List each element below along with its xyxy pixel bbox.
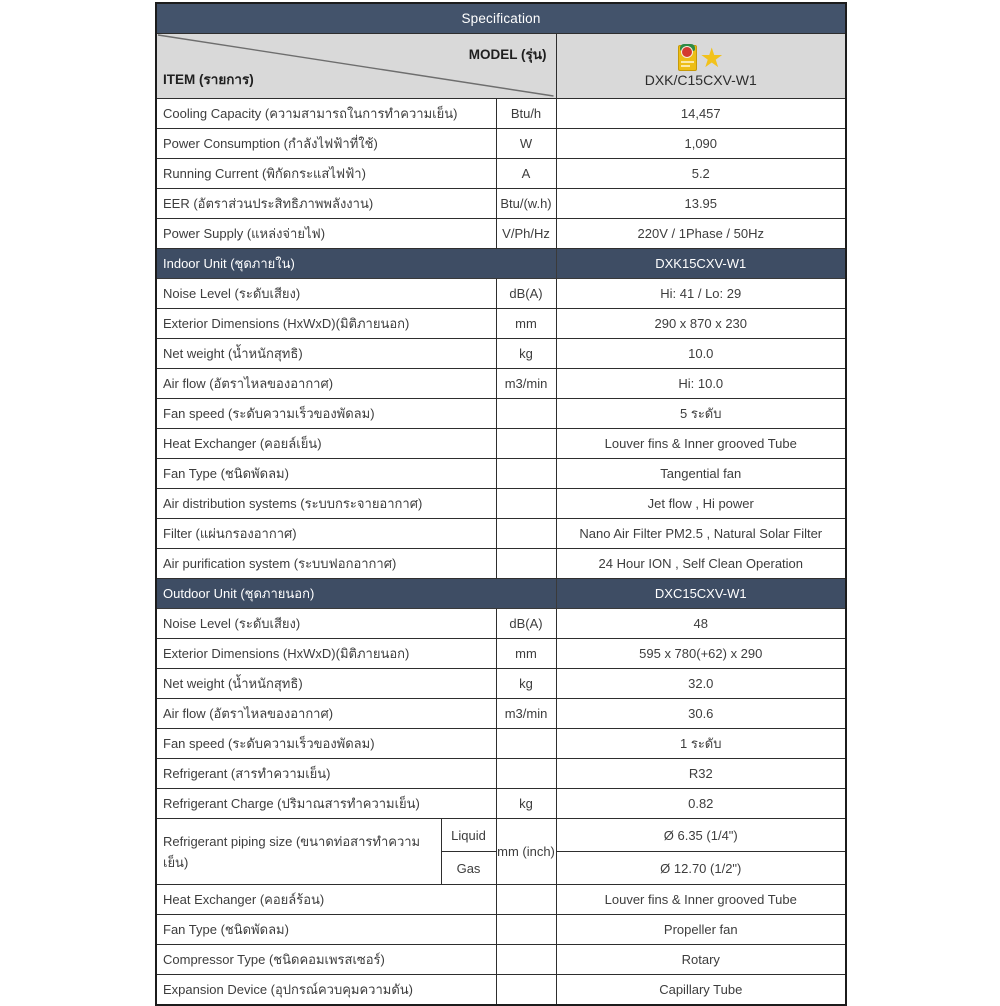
row-unit xyxy=(496,459,556,489)
row-unit: kg xyxy=(496,669,556,699)
row-unit: W xyxy=(496,129,556,159)
row-unit: kg xyxy=(496,339,556,369)
section-row xyxy=(156,579,846,609)
title-bar xyxy=(156,3,846,34)
row-value: Hi: 41 / Lo: 29 xyxy=(556,279,846,309)
row-unit: mm xyxy=(496,309,556,339)
row-label: Noise Level (ระดับเสียง) xyxy=(156,609,496,639)
spec-row xyxy=(156,789,846,819)
row-label: Noise Level (ระดับเสียง) xyxy=(156,279,496,309)
row-label: Exterior Dimensions (HxWxD)(มิติภายนอก) xyxy=(156,639,496,669)
spec-row xyxy=(156,915,846,945)
spec-table xyxy=(155,2,847,1006)
row-label: Compressor Type (ชนิดคอมเพรสเซอร์) xyxy=(156,945,496,975)
section-label: Outdoor Unit (ชุดภายนอก) xyxy=(156,579,556,609)
spec-row xyxy=(156,639,846,669)
row-value: Ø 6.35 (1/4") xyxy=(556,819,846,852)
spec-row xyxy=(156,429,846,459)
row-label: Heat Exchanger (คอยล์ร้อน) xyxy=(156,885,496,915)
row-value: 30.6 xyxy=(556,699,846,729)
row-value: 24 Hour ION , Self Clean Operation xyxy=(556,549,846,579)
row-unit: V/Ph/Hz xyxy=(496,219,556,249)
section-row xyxy=(156,249,846,279)
spec-row xyxy=(156,699,846,729)
row-value: 13.95 xyxy=(556,189,846,219)
row-label: Air distribution systems (ระบบกระจายอากาศ) xyxy=(156,489,496,519)
row-unit xyxy=(496,975,556,1005)
model-header-label: MODEL (รุ่น) xyxy=(468,47,547,62)
row-value: 14,457 xyxy=(556,99,846,129)
spec-row xyxy=(156,459,846,489)
row-value: 10.0 xyxy=(556,339,846,369)
section-label: Indoor Unit (ชุดภายใน) xyxy=(156,249,556,279)
row-value: Hi: 10.0 xyxy=(556,369,846,399)
row-label: Air purification system (ระบบฟอกอากาศ) xyxy=(156,549,496,579)
page-title: Specification xyxy=(156,3,846,34)
row-value: R32 xyxy=(556,759,846,789)
row-unit: Btu/h xyxy=(496,99,556,129)
row-value: 5 ระดับ xyxy=(556,399,846,429)
row-sublabel: Gas xyxy=(441,852,496,885)
spec-row xyxy=(156,885,846,915)
row-unit: dB(A) xyxy=(496,279,556,309)
section-model-value: DXK15CXV-W1 xyxy=(556,249,846,279)
spec-row xyxy=(156,279,846,309)
row-label: EER (อัตราส่วนประสิทธิภาพพลังงาน) xyxy=(156,189,496,219)
row-value: 1 ระดับ xyxy=(556,729,846,759)
row-value: Propeller fan xyxy=(556,915,846,945)
row-value: Nano Air Filter PM2.5 , Natural Solar Filter xyxy=(556,519,846,549)
spec-row xyxy=(156,729,846,759)
row-unit: Btu/(w.h) xyxy=(496,189,556,219)
row-unit xyxy=(496,429,556,459)
row-label: Refrigerant piping size (ขนาดท่อสารทำความเย็น) xyxy=(156,819,441,885)
row-value: Capillary Tube xyxy=(556,975,846,1005)
item-model-header-cell xyxy=(156,34,556,99)
row-value: Louver fins & Inner grooved Tube xyxy=(556,885,846,915)
row-value: Rotary xyxy=(556,945,846,975)
spec-row xyxy=(156,189,846,219)
row-value: 32.0 xyxy=(556,669,846,699)
row-label: Fan speed (ระดับความเร็วของพัดลม) xyxy=(156,399,496,429)
row-label: Fan Type (ชนิดพัดลม) xyxy=(156,915,496,945)
row-value: Tangential fan xyxy=(556,459,846,489)
row-label: Expansion Device (อุปกรณ์ควบคุมความดัน) xyxy=(156,975,496,1005)
row-value: 220V / 1Phase / 50Hz xyxy=(556,219,846,249)
spec-row-group xyxy=(156,819,846,852)
spec-row xyxy=(156,339,846,369)
row-value: 48 xyxy=(556,609,846,639)
row-unit: mm xyxy=(496,639,556,669)
model-value: DXK/C15CXV-W1 xyxy=(644,72,757,88)
row-value: 5.2 xyxy=(556,159,846,189)
row-label: Running Current (พิกัดกระแสไฟฟ้า) xyxy=(156,159,496,189)
row-label: Refrigerant Charge (ปริมาณสารทำความเย็น) xyxy=(156,789,496,819)
row-label: Refrigerant (สารทำความเย็น) xyxy=(156,759,496,789)
spec-row xyxy=(156,489,846,519)
row-label: Net weight (น้ำหนักสุทธิ) xyxy=(156,669,496,699)
section-model-value: DXC15CXV-W1 xyxy=(556,579,846,609)
spec-rows xyxy=(156,99,846,1005)
row-unit xyxy=(496,399,556,429)
row-unit xyxy=(496,759,556,789)
row-label: Air flow (อัตราไหลของอากาศ) xyxy=(156,699,496,729)
row-label: Exterior Dimensions (HxWxD)(มิติภายนอก) xyxy=(156,309,496,339)
row-unit: A xyxy=(496,159,556,189)
energy-label-no5-icon xyxy=(678,45,697,71)
row-label: Filter (แผ่นกรองอากาศ) xyxy=(156,519,496,549)
spec-row xyxy=(156,309,846,339)
spec-row xyxy=(156,369,846,399)
row-value: 290 x 870 x 230 xyxy=(556,309,846,339)
row-value: Louver fins & Inner grooved Tube xyxy=(556,429,846,459)
row-label: Air flow (อัตราไหลของอากาศ) xyxy=(156,369,496,399)
spec-row xyxy=(156,99,846,129)
row-sublabel: Liquid xyxy=(441,819,496,852)
row-unit: m3/min xyxy=(496,699,556,729)
row-value: 595 x 780(+62) x 290 xyxy=(556,639,846,669)
row-unit xyxy=(496,729,556,759)
spec-row xyxy=(156,759,846,789)
row-unit xyxy=(496,945,556,975)
model-header-row xyxy=(156,34,846,99)
spec-row xyxy=(156,669,846,699)
row-label: Fan speed (ระดับความเร็วของพัดลม) xyxy=(156,729,496,759)
spec-row xyxy=(156,129,846,159)
row-unit xyxy=(496,885,556,915)
spec-row xyxy=(156,519,846,549)
row-unit xyxy=(496,915,556,945)
item-header-label: ITEM (รายการ) xyxy=(163,72,254,87)
spec-row xyxy=(156,159,846,189)
row-label: Power Consumption (กำลังไฟฟ้าที่ใช้) xyxy=(156,129,496,159)
row-unit: mm (inch) xyxy=(496,819,556,885)
row-value: Ø 12.70 (1/2") xyxy=(556,852,846,885)
row-unit xyxy=(496,519,556,549)
row-value: 0.82 xyxy=(556,789,846,819)
row-label: Power Supply (แหล่งจ่ายไฟ) xyxy=(156,219,496,249)
row-value: Jet flow , Hi power xyxy=(556,489,846,519)
row-unit xyxy=(496,549,556,579)
row-unit: kg xyxy=(496,789,556,819)
star-icon: ★ xyxy=(699,43,724,73)
row-value: 1,090 xyxy=(556,129,846,159)
row-unit: m3/min xyxy=(496,369,556,399)
row-unit: dB(A) xyxy=(496,609,556,639)
model-icons xyxy=(557,44,846,71)
spec-row xyxy=(156,549,846,579)
row-label: Fan Type (ชนิดพัดลม) xyxy=(156,459,496,489)
row-label: Cooling Capacity (ความสามารถในการทำความเย็น) xyxy=(156,99,496,129)
row-unit xyxy=(496,489,556,519)
model-value-cell xyxy=(556,34,846,99)
spec-row xyxy=(156,945,846,975)
row-label: Net weight (น้ำหนักสุทธิ) xyxy=(156,339,496,369)
spec-row xyxy=(156,609,846,639)
row-label: Heat Exchanger (คอยล์เย็น) xyxy=(156,429,496,459)
spec-row xyxy=(156,219,846,249)
spec-row xyxy=(156,975,846,1005)
spec-row xyxy=(156,399,846,429)
